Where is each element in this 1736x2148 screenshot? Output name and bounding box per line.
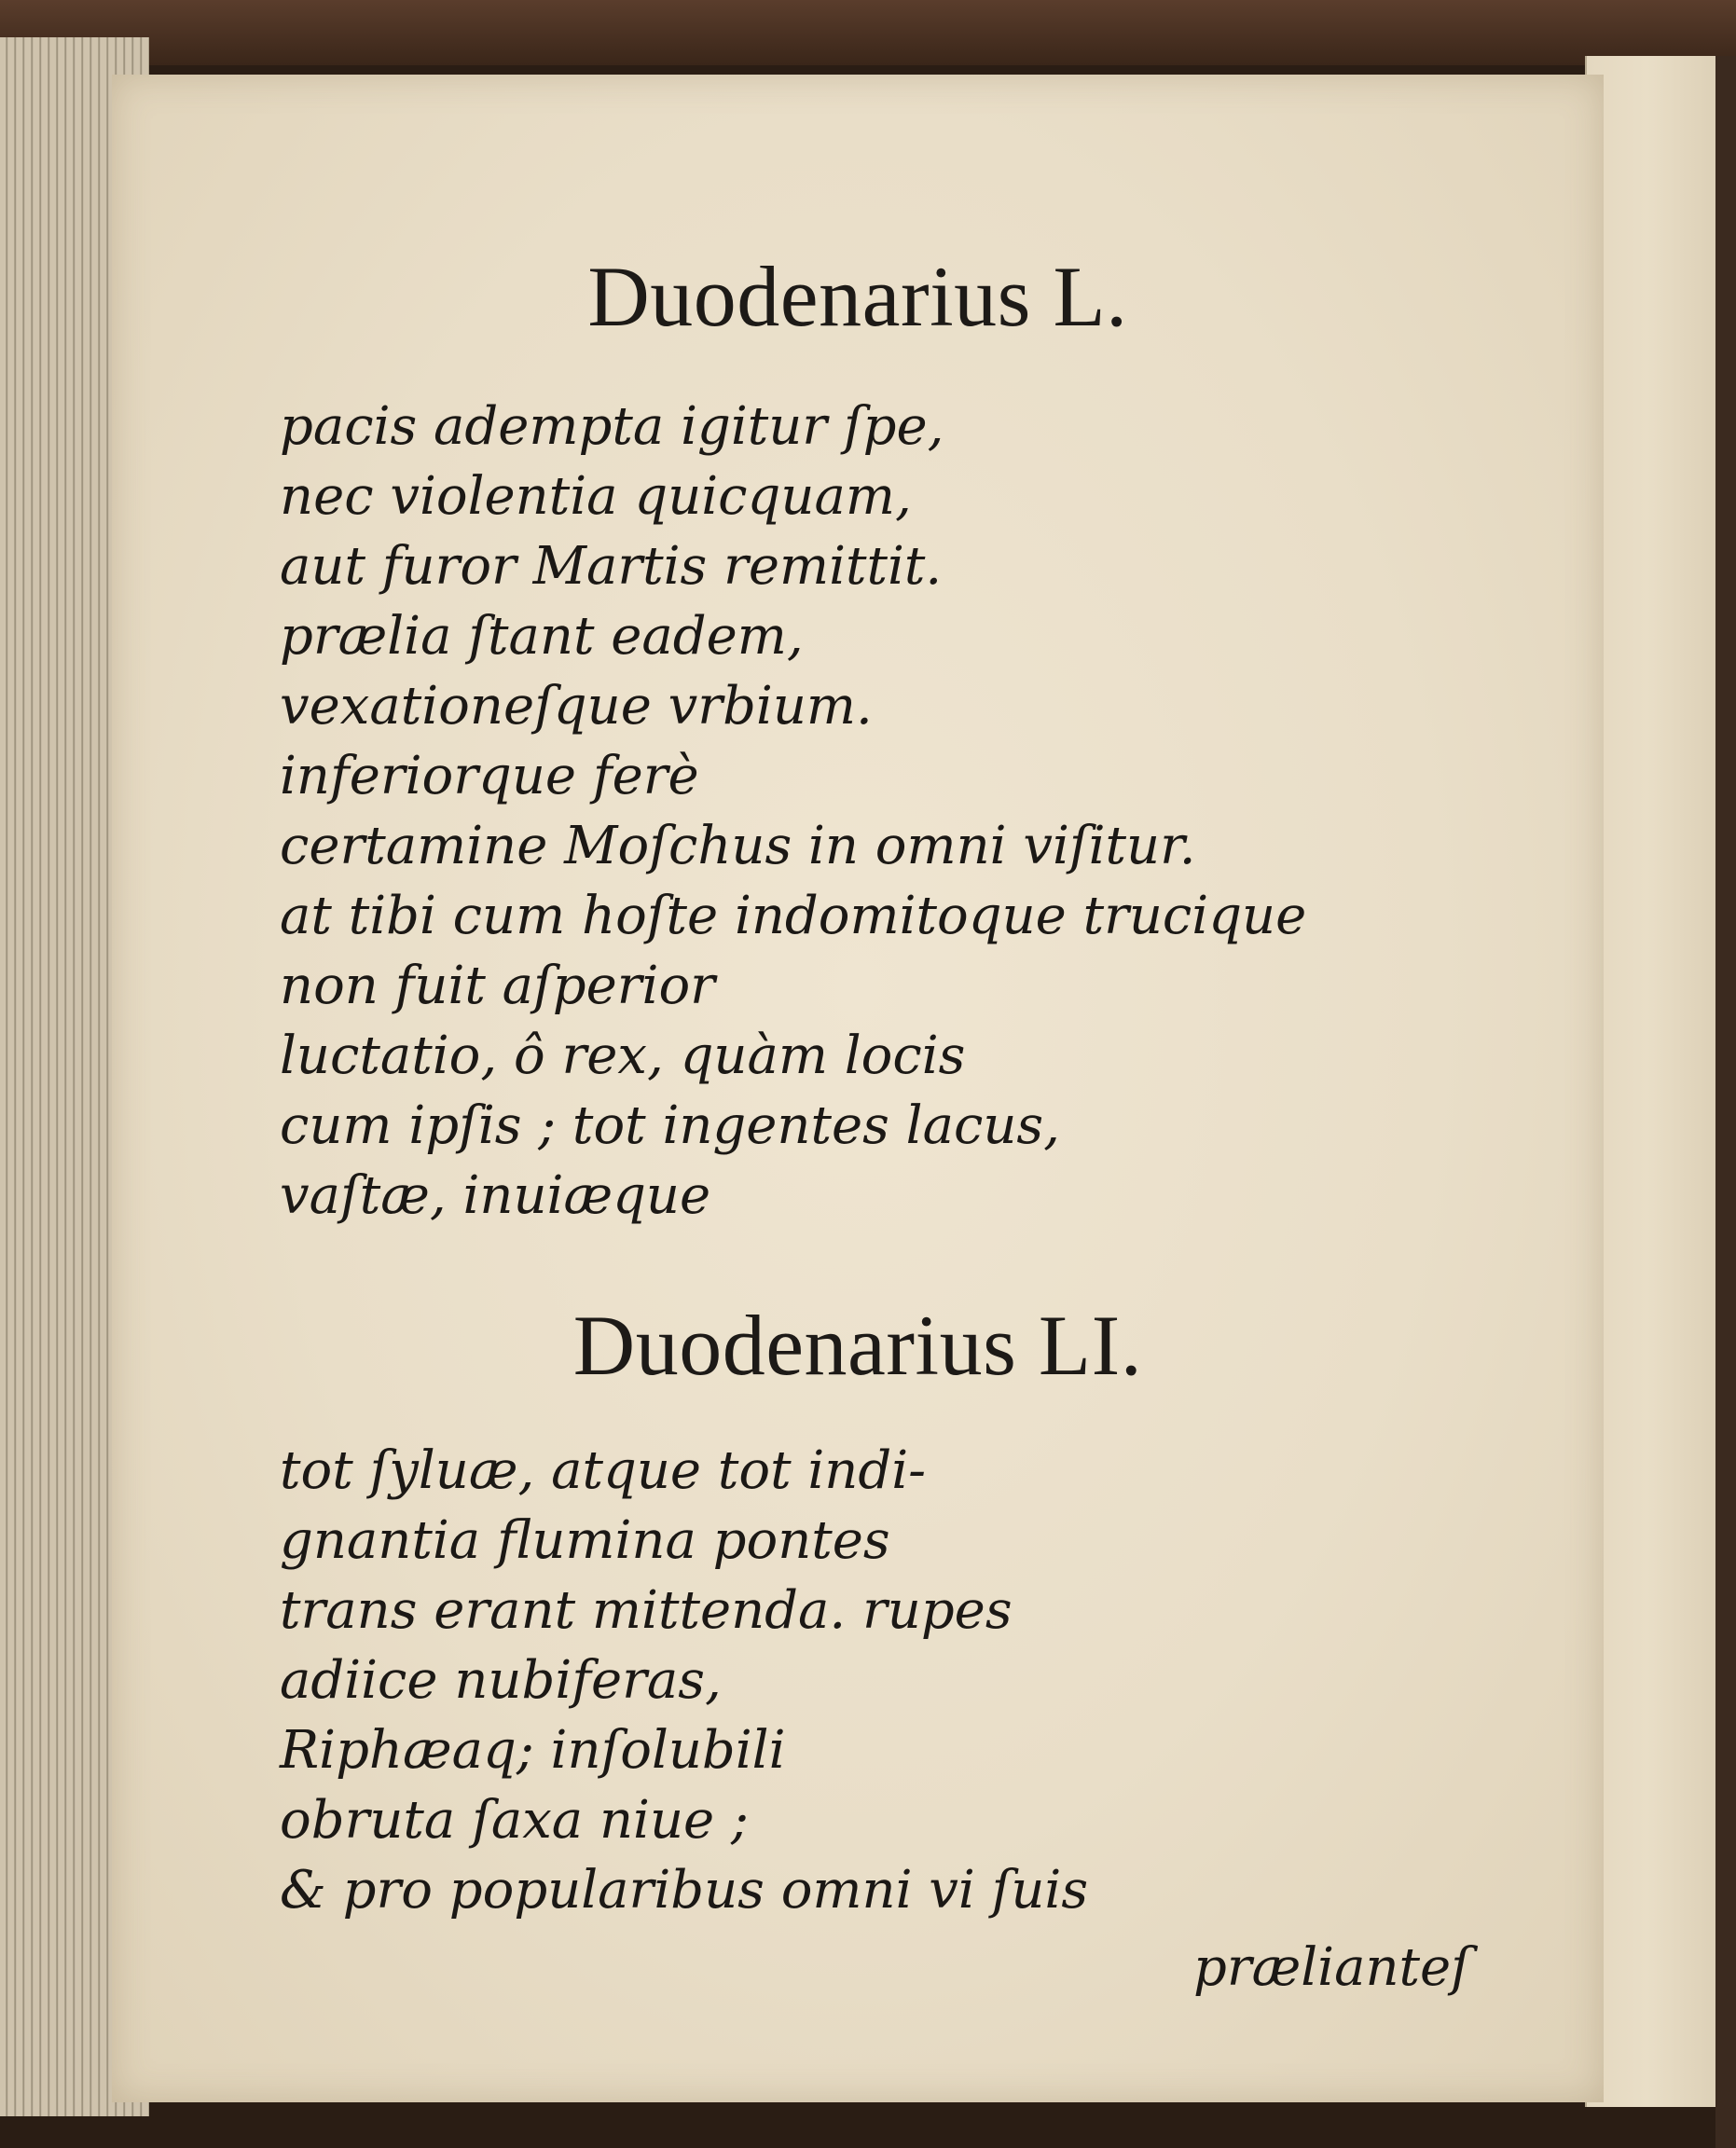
verse-line: obruta ſaxa niue ; [280,1790,749,1851]
verse-line: adiice nubiferas, [280,1650,722,1711]
verse-line: trans erant mittenda. rupes [280,1580,1013,1641]
verse-line: at tibi cum hoſte indomitoque trucique [280,886,1307,946]
verse-line: Riphæaq; inſolubili [280,1720,786,1781]
catchword: prælianteſ [1193,1937,1470,1998]
verse-line: vaſtæ, inuiæque [280,1165,711,1226]
book-cover-edge [1715,56,1736,2148]
verse-line: certamine Moſchus in omni viſitur. [280,816,1196,876]
verse-line: inferiorque ferè [280,746,699,806]
section-heading-li: Duodenarius LI. [572,1298,1143,1393]
section-heading-l: Duodenarius L. [587,249,1128,344]
verse-line: pacis adempta igitur ſpe, [280,396,944,457]
book-top-edge [0,0,1736,65]
verse-line: aut furor Martis remittit. [280,536,943,597]
verse-block-l [280,392,1306,1231]
verse-line: tot ſyluæ, atque tot indi- [280,1440,927,1501]
verse-line: luctatio, ô rex, quàm locis [280,1026,966,1086]
verse-line: & pro popularibus omni vi ſuis [280,1860,1089,1921]
verse-line: prælia ſtant eadem, [280,606,804,667]
book-page [112,75,1604,2102]
verse-line: nec violentia quicquam, [280,466,912,527]
verse-block-li [280,1436,1088,1925]
verse-line: gnantia flumina pontes [280,1510,890,1571]
verse-line: vexationeſque vrbium. [280,676,873,737]
verse-line: cum ipſis ; tot ingentes lacus, [280,1095,1060,1156]
facing-page-edge [1585,56,1736,2107]
verse-line: non fuit aſperior [280,956,715,1016]
